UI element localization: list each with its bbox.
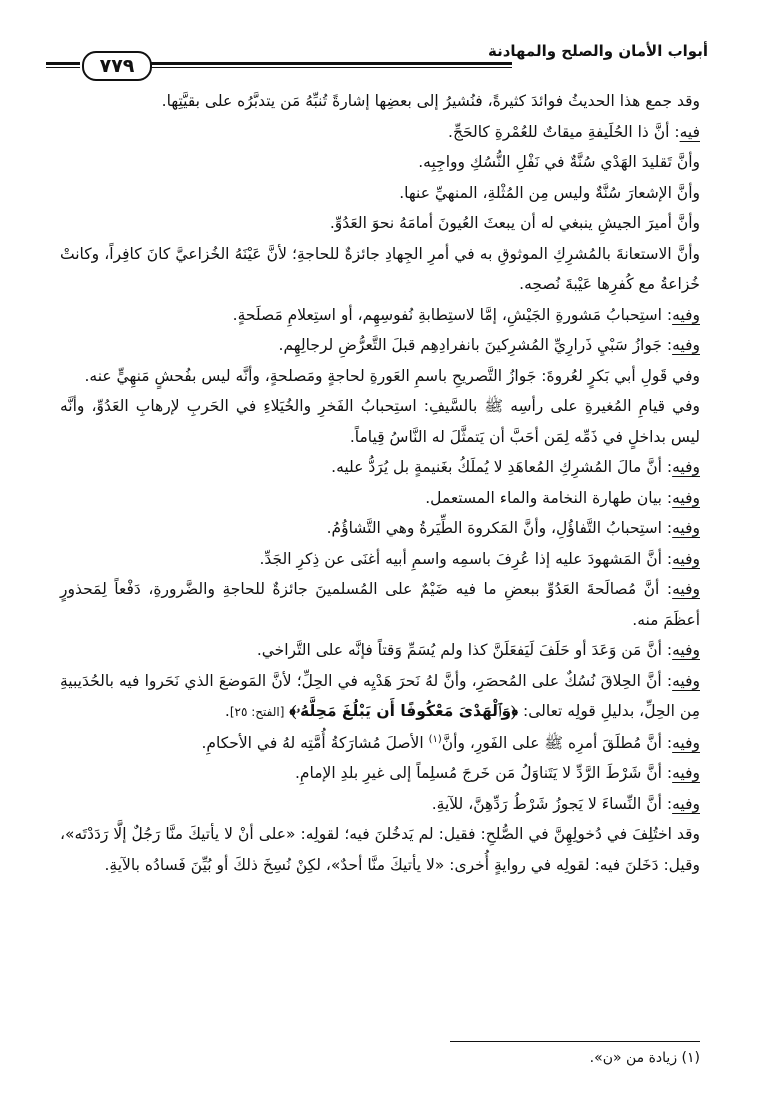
paragraph-text: : أنَّ النِّساءَ لا يَجوزُ شَرْطُ رَدِّهِنَّ، للآيةِ. <box>431 794 673 813</box>
page-number-badge: ٧٧٩ <box>82 51 152 81</box>
paragraph <box>60 208 700 239</box>
paragraph-label: وفيه <box>672 549 700 568</box>
paragraph <box>60 666 700 728</box>
paragraph <box>60 635 700 666</box>
page-body <box>60 86 700 880</box>
paragraph-text: وأنَّ الاستعانةَ بالمُشرِكِ الموثوقِ به في أمرِ الجِهادِ جائزةٌ للحاجةِ؛ لأنَّ عَيْنَهُ الخُزاعيَّ كانَ كافِراً، وكانتْ خُزاعةُ مع كُفرِها عَيْبةَ نُصحِه. <box>60 244 700 293</box>
paragraph-text: وقد جمع هذا الحديثُ فوائدَ كثيرةً، فنُشيرُ إلى بعضِها إشارةً تُنبِّهُ مَن يتدبَّرُه على بقيَّتِها. <box>161 92 700 110</box>
paragraph-label: وفيه <box>672 488 700 507</box>
paragraph <box>60 178 700 209</box>
quran-verse: ﴿وَٱلْهَدْىَ مَعْكُوفًا أَن يَبْلُغَ مَحِلَّهُۥ﴾ <box>289 702 519 720</box>
paragraph-label: وفيه <box>672 794 700 813</box>
paragraph-text: : بيان طهارة النخامة والماء المستعمل. <box>425 488 673 507</box>
paragraph-label: وفيه <box>672 458 700 476</box>
paragraph-tail: الأصلَ مُشارَكةُ أُمَّتِه لهُ في الأحكامِ. <box>201 733 429 752</box>
paragraph <box>60 239 700 300</box>
paragraph <box>60 330 700 361</box>
paragraph-label: وفيه <box>672 336 700 354</box>
paragraph <box>60 300 700 331</box>
paragraph-label: وفيه <box>672 671 700 690</box>
footnote-reference: (١) <box>428 733 442 745</box>
paragraph-text: وفي قيامِ المُغيرةِ على رأسِه ﷺ بالسَّيفِ: استِحبابُ الفَخرِ والخُيَلاءِ في الحَربِ لإرهابِ العَدُوِّ، وأنَّه ليس بداخلٍ في ذَمِّه لِمَن أحَبَّ أن يَتمثَّلَ له النَّاسُ قِياماً. <box>60 397 700 446</box>
page-header <box>46 30 708 77</box>
paragraph <box>60 86 700 117</box>
paragraph-text: وأنَّ الإشعارَ سُنَّةٌ وليس مِن المُثْلةِ، المنهيِّ عنها. <box>399 183 700 202</box>
paragraph-text: : أنَّ مالَ المُشرِكِ المُعاهَدِ لا يُملَكُ بغَنيمةٍ بل يُرَدُّ عليه. <box>331 458 673 476</box>
paragraph <box>60 728 700 759</box>
paragraph <box>60 819 700 880</box>
paragraph-label: وفيه <box>672 641 700 659</box>
footnote-divider <box>450 1041 700 1042</box>
paragraph <box>60 574 700 635</box>
paragraph <box>60 117 700 148</box>
paragraph <box>60 544 700 575</box>
paragraph <box>60 789 700 820</box>
paragraph-text: : جَوازُ سَبْيِ ذَرارِيِّ المُشرِكينَ بانفرادِهِم قبلَ التَّعرُّضِ لرجالِهِم. <box>278 336 673 354</box>
paragraph <box>60 391 700 452</box>
paragraph <box>60 758 700 789</box>
paragraph-text: : أنَّ مُطلَقَ أمرِه ﷺ على الفَورِ، وأنَّ <box>441 733 673 752</box>
paragraph-text: وقد اختُلِفَ في دُخولِهِنَّ في الصُّلحِ: فقيل: لم يَدخُلنَ فيه؛ لقولِه: «على أنْ لا يأتيكَ منَّا رَجُلٌ إلَّا رَدَدْتَه»، وقيل: دَخَلنَ فيه: لقولِه في روايةٍ أُخرى: «لا يأتيكَ منَّا أحدٌ»، لكِنْ نُسِخَ ذلكَ أو بُيِّنَ فَسادُه بالآيةِ. <box>60 825 700 874</box>
paragraph-label: وفيه <box>672 305 700 324</box>
paragraph <box>60 361 700 392</box>
paragraph-text: : أنَّ ذا الحُلَيفةِ ميقاتٌ للعُمْرةِ كالحَجِّ. <box>448 122 680 141</box>
paragraph <box>60 513 700 544</box>
paragraph <box>60 483 700 514</box>
paragraph-label: فيه <box>679 122 700 141</box>
verse-citation: [الفتح: ٢٥] <box>229 705 285 719</box>
paragraph-text: : أنَّ مُصالَحةَ العَدُوِّ ببعضِ ما فيه ضَيْمٌ على المُسلمينَ جائزةٌ للحاجةِ والضَّرورةِ، دَفْعاً لِمَحذورٍ أعظَمَ منه. <box>60 580 700 629</box>
paragraph-text: وأنَّ أميرَ الجيشِ ينبغي له أن يبعثَ العُيونَ أمامَهُ نحوَ العَدُوِّ. <box>329 214 700 232</box>
header-rule <box>146 62 512 68</box>
paragraph-text: : أنَّ المَشهودَ عليه إذا عُرِفَ باسمِه واسمِ أبيه أغنَى عن ذِكرِ الجَدِّ. <box>259 549 673 568</box>
paragraph-text: : استِحبابُ التَّفاؤُلِ، وأنَّ المَكروهَ الطِّيَرةُ وهي التَّشاؤُمُ. <box>326 519 673 537</box>
paragraph-label: وفيه <box>672 580 700 598</box>
running-title: أبواب الأمان والصلح والمهادنة <box>487 42 708 60</box>
paragraph <box>60 147 700 178</box>
footnote: (١) زيادة من «ن». <box>589 1050 700 1066</box>
paragraph-text: وفي قَولِ أبي بَكرٍ لعُروةَ: جَوازُ التَّصريحِ باسمِ العَورةِ لحاجةٍ ومَصلحةٍ، وأنَّه ليس بفُحشٍ مَنهِيٍّ عنه. <box>84 366 700 385</box>
paragraph-label: وفيه <box>672 764 700 782</box>
paragraph-text: : أنَّ شَرْطَ الرَّدِّ لا يَتَناوَلُ مَن خَرجَ مُسلِماً إلى غيرِ بلدِ الإمامِ. <box>294 764 673 782</box>
paragraph <box>60 452 700 483</box>
paragraph-text: : استِحبابُ مَشورةِ الجَيْشِ، إمَّا لاستِطابةِ نُفوسِهِم، أو استِعلامِ مَصلَحةٍ. <box>232 305 673 324</box>
paragraph-text: : أنَّ مَن وَعَدَ أو حَلَفَ لَيَفعَلَنَّ كذا ولم يُسَمِّ وَقتاً فإنَّه على التَّراخي. <box>256 641 673 659</box>
paragraph-tail: . <box>224 702 230 720</box>
paragraph-label: وفيه <box>672 733 700 752</box>
paragraph-text: : أنَّ الحِلاقَ نُسُكٌ على المُحصَرِ، وأنَّ لهُ نَحرَ هَدْيِه في الحِلِّ؛ لأنَّ المَوضعَ الذي نَحَروا فيه بالحُدَيبيةِ مِن الحِلِّ، بدليلِ قولِه تعالى: <box>60 671 700 720</box>
header-rule-left <box>46 62 80 68</box>
paragraph-text: وأنَّ تَقليدَ الهَدْي سُنَّةٌ في نَفْلِ النُّسُكِ وواجِبِه. <box>418 153 700 171</box>
paragraph-label: وفيه <box>672 519 700 537</box>
